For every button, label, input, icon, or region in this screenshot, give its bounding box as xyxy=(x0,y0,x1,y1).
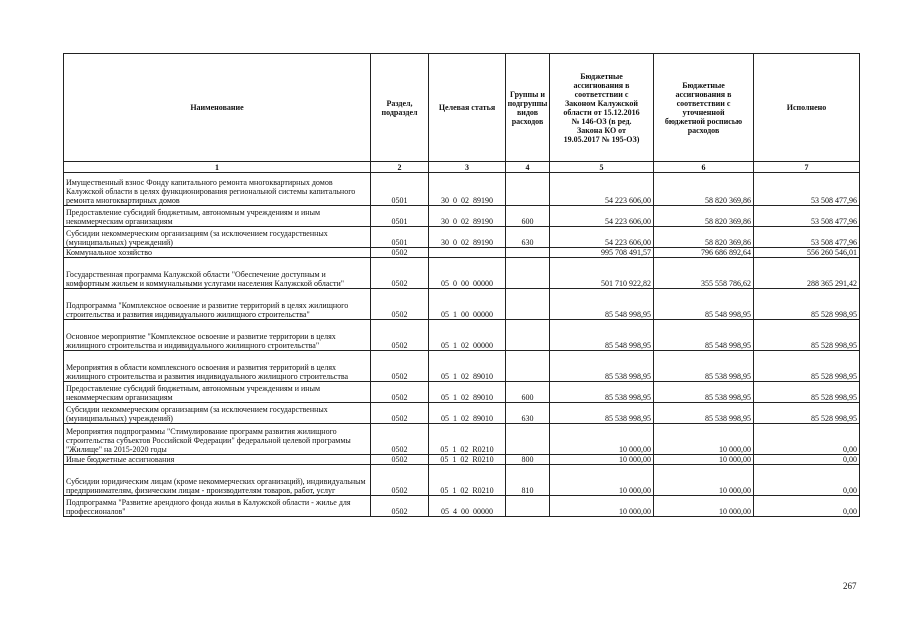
row-expense-group: 600 xyxy=(506,206,550,227)
row-expense-group xyxy=(506,351,550,382)
row-executed-amount: 0,00 xyxy=(754,424,860,455)
row-executed-amount: 0,00 xyxy=(754,455,860,465)
row-executed-amount: 0,00 xyxy=(754,496,860,517)
row-law-amount: 10 000,00 xyxy=(550,424,654,455)
row-executed-amount: 53 508 477,96 xyxy=(754,227,860,248)
header-target: Целевая статья xyxy=(429,54,506,162)
header-law: Бюджетные ассигнования в соответствии с Законом Калужской области от 15.12.2016 № 146-ОЗ (в ред. Закона КО от 19.05.2017 № 195-ОЗ) xyxy=(550,54,654,162)
row-law-amount: 85 538 998,95 xyxy=(550,351,654,382)
row-section: 0502 xyxy=(371,403,429,424)
table-row xyxy=(64,351,860,382)
row-revised-amount: 85 548 998,95 xyxy=(654,289,754,320)
row-revised-amount: 10 000,00 xyxy=(654,465,754,496)
table-row xyxy=(64,496,860,517)
row-section: 0502 xyxy=(371,320,429,351)
budget-execution-table xyxy=(63,53,860,517)
table-row xyxy=(64,465,860,496)
row-law-amount: 54 223 606,00 xyxy=(550,173,654,206)
table-row xyxy=(64,289,860,320)
table-row xyxy=(64,248,860,258)
row-expense-group: 810 xyxy=(506,465,550,496)
row-target-article: 05 0 00 00000 xyxy=(429,258,506,289)
row-target-article: 30 0 02 89190 xyxy=(429,227,506,248)
row-executed-amount: 556 260 546,01 xyxy=(754,248,860,258)
row-name: Мероприятия в области комплексного освоения и развития территорий в целях жилищного строительства и развития индивидуального жилищного строительства xyxy=(64,351,371,382)
row-section: 0502 xyxy=(371,258,429,289)
row-target-article: 05 1 02 R0210 xyxy=(429,424,506,455)
row-expense-group: 800 xyxy=(506,455,550,465)
row-executed-amount: 53 508 477,96 xyxy=(754,173,860,206)
table-row xyxy=(64,227,860,248)
row-executed-amount: 53 508 477,96 xyxy=(754,206,860,227)
row-revised-amount: 58 820 369,86 xyxy=(654,206,754,227)
table-header xyxy=(64,54,860,173)
row-executed-amount: 85 528 998,95 xyxy=(754,403,860,424)
row-target-article: 05 4 00 00000 xyxy=(429,496,506,517)
row-name: Подпрограмма "Комплексное освоение и развитие территорий в целях жилищного строительства и развития индивидуального жилищного строительства" xyxy=(64,289,371,320)
header-name: Наименование xyxy=(64,54,371,162)
table-row xyxy=(64,424,860,455)
row-expense-group xyxy=(506,248,550,258)
row-executed-amount: 85 528 998,95 xyxy=(754,289,860,320)
row-law-amount: 85 538 998,95 xyxy=(550,403,654,424)
column-number: 2 xyxy=(371,162,429,173)
row-revised-amount: 85 548 998,95 xyxy=(654,320,754,351)
row-law-amount: 85 538 998,95 xyxy=(550,382,654,403)
row-section: 0502 xyxy=(371,424,429,455)
table-row xyxy=(64,206,860,227)
table-row xyxy=(64,382,860,403)
row-section: 0502 xyxy=(371,465,429,496)
row-law-amount: 54 223 606,00 xyxy=(550,206,654,227)
row-expense-group xyxy=(506,173,550,206)
header-group: Группы и подгруппы видов расходов xyxy=(506,54,550,162)
row-law-amount: 10 000,00 xyxy=(550,496,654,517)
row-revised-amount: 10 000,00 xyxy=(654,455,754,465)
row-revised-amount: 10 000,00 xyxy=(654,496,754,517)
row-target-article: 05 1 02 89010 xyxy=(429,403,506,424)
row-executed-amount: 85 528 998,95 xyxy=(754,351,860,382)
row-revised-amount: 796 686 892,64 xyxy=(654,248,754,258)
row-law-amount: 501 710 922,82 xyxy=(550,258,654,289)
row-section: 0502 xyxy=(371,382,429,403)
column-number: 6 xyxy=(654,162,754,173)
page-number: 267 xyxy=(843,581,857,591)
column-number: 5 xyxy=(550,162,654,173)
row-section: 0502 xyxy=(371,455,429,465)
table-body xyxy=(64,173,860,517)
row-law-amount: 85 548 998,95 xyxy=(550,289,654,320)
row-revised-amount: 58 820 369,86 xyxy=(654,173,754,206)
row-executed-amount: 85 528 998,95 xyxy=(754,320,860,351)
row-section: 0502 xyxy=(371,289,429,320)
row-expense-group xyxy=(506,496,550,517)
row-name: Государственная программа Калужской области "Обеспечение доступным и комфортным жильем и коммунальными услугами населения Калужской области" xyxy=(64,258,371,289)
row-executed-amount: 0,00 xyxy=(754,465,860,496)
row-revised-amount: 85 538 998,95 xyxy=(654,382,754,403)
row-expense-group xyxy=(506,424,550,455)
row-target-article xyxy=(429,248,506,258)
table-row xyxy=(64,173,860,206)
header-done: Исполнено xyxy=(754,54,860,162)
row-revised-amount: 355 558 786,62 xyxy=(654,258,754,289)
row-name: Предоставление субсидий бюджетным, автономным учреждениям и иным некоммерческим организациям xyxy=(64,382,371,403)
row-name: Субсидии некоммерческим организациям (за исключением государственных (муниципальных) учреждений) xyxy=(64,403,371,424)
row-revised-amount: 85 538 998,95 xyxy=(654,351,754,382)
row-target-article: 30 0 02 89190 xyxy=(429,173,506,206)
row-name: Коммунальное хозяйство xyxy=(64,248,371,258)
row-name: Имущественный взнос Фонду капитального ремонта многоквартирных домов Калужской области в целях функционирования региональной системы капитального ремонта многоквартирных домов xyxy=(64,173,371,206)
row-name: Иные бюджетные ассигнования xyxy=(64,455,371,465)
row-section: 0501 xyxy=(371,206,429,227)
row-target-article: 30 0 02 89190 xyxy=(429,206,506,227)
row-revised-amount: 10 000,00 xyxy=(654,424,754,455)
column-number: 4 xyxy=(506,162,550,173)
row-section: 0501 xyxy=(371,227,429,248)
table-row xyxy=(64,320,860,351)
row-section: 0501 xyxy=(371,173,429,206)
row-name: Субсидии некоммерческим организациям (за исключением государственных (муниципальных) учреждений) xyxy=(64,227,371,248)
row-target-article: 05 1 00 00000 xyxy=(429,289,506,320)
column-number: 1 xyxy=(64,162,371,173)
row-law-amount: 995 708 491,57 xyxy=(550,248,654,258)
row-name: Предоставление субсидий бюджетным, автономным учреждениям и иным некоммерческим организациям xyxy=(64,206,371,227)
row-section: 0502 xyxy=(371,496,429,517)
header-section: Раздел, подраздел xyxy=(371,54,429,162)
row-name: Субсидии юридическим лицам (кроме некоммерческих организаций), индивидуальным предпринимателям, физическим лицам - производителям товаров, работ, услуг xyxy=(64,465,371,496)
table-row xyxy=(64,455,860,465)
table-row xyxy=(64,403,860,424)
header-revised: Бюджетные ассигнования в соответствии с уточненной бюджетной росписью расходов xyxy=(654,54,754,162)
table-row xyxy=(64,258,860,289)
column-number: 7 xyxy=(754,162,860,173)
row-law-amount: 10 000,00 xyxy=(550,455,654,465)
row-name: Мероприятия подпрограммы "Стимулирование программ развития жилищного строительства субъектов Российской Федерации" федеральной целевой программы "Жилище" на 2015-2020 годы xyxy=(64,424,371,455)
row-expense-group xyxy=(506,320,550,351)
row-law-amount: 10 000,00 xyxy=(550,465,654,496)
row-name: Подпрограмма "Развитие арендного фонда жилья в Калужской области - жилье для профессионалов" xyxy=(64,496,371,517)
row-target-article: 05 1 02 89010 xyxy=(429,351,506,382)
row-expense-group: 600 xyxy=(506,382,550,403)
row-section: 0502 xyxy=(371,351,429,382)
row-expense-group: 630 xyxy=(506,227,550,248)
row-name: Основное мероприятие "Комплексное освоение и развитие территории в целях жилищного строительства и индивидуального жилищного строительства" xyxy=(64,320,371,351)
row-law-amount: 54 223 606,00 xyxy=(550,227,654,248)
row-executed-amount: 288 365 291,42 xyxy=(754,258,860,289)
column-number: 3 xyxy=(429,162,506,173)
row-revised-amount: 58 820 369,86 xyxy=(654,227,754,248)
row-law-amount: 85 548 998,95 xyxy=(550,320,654,351)
row-revised-amount: 85 538 998,95 xyxy=(654,403,754,424)
row-expense-group: 630 xyxy=(506,403,550,424)
row-target-article: 05 1 02 R0210 xyxy=(429,465,506,496)
row-section: 0502 xyxy=(371,248,429,258)
row-target-article: 05 1 02 R0210 xyxy=(429,455,506,465)
row-expense-group xyxy=(506,289,550,320)
row-expense-group xyxy=(506,258,550,289)
row-target-article: 05 1 02 00000 xyxy=(429,320,506,351)
row-target-article: 05 1 02 89010 xyxy=(429,382,506,403)
row-executed-amount: 85 528 998,95 xyxy=(754,382,860,403)
